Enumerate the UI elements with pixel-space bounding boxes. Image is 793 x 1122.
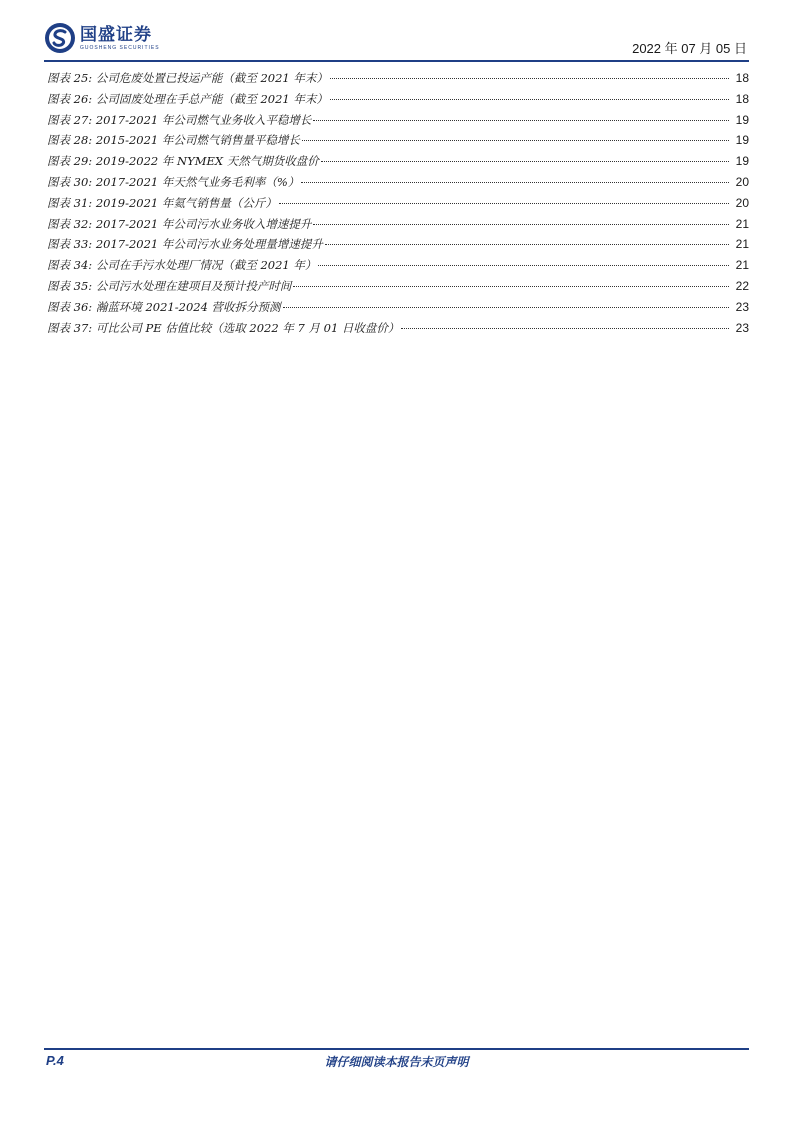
footer-disclaimer: 请仔细阅读本报告末页声明 [324, 1055, 469, 1069]
toc-entry-page[interactable]: 23 [735, 320, 749, 335]
toc-leader-dots [318, 265, 729, 266]
toc-entry[interactable] [47, 68, 749, 89]
toc-leader-dots [313, 224, 729, 225]
toc-entry-page[interactable]: 21 [735, 237, 749, 252]
toc-entry-page[interactable]: 23 [735, 299, 749, 314]
toc-entry[interactable] [47, 234, 749, 255]
report-date: 2022 年 07 月 05 日 [632, 41, 747, 56]
toc-entry-label[interactable]: 图表 28: 2015-2021 年公司燃气销售量平稳增长 [47, 133, 300, 148]
toc-entry-page[interactable]: 22 [735, 278, 749, 293]
toc-entry-label[interactable]: 图表 25: 公司危废处置已投运产能（截至 2021 年末） [47, 71, 328, 85]
toc-entry-page[interactable]: 19 [735, 112, 749, 127]
toc-entry-page[interactable]: 21 [735, 216, 749, 231]
toc-leader-dots [301, 182, 729, 183]
toc-entry-label[interactable]: 图表 29: 2019-2022 年 NYMEX 天然气期货收盘价 [47, 154, 319, 169]
toc-entry-page[interactable]: 19 [735, 133, 749, 148]
toc-entry-label[interactable]: 图表 37: 可比公司 PE 估值比较（选取 2022 年 7 月 01 日收盘价） [47, 320, 400, 335]
toc-entry-label[interactable]: 图表 31: 2019-2021 年氦气销售量（公斤） [47, 195, 277, 210]
toc-leader-dots [279, 203, 729, 204]
toc-entry[interactable] [47, 130, 749, 151]
toc-leader-dots [293, 286, 729, 287]
guosheng-logo-icon [44, 22, 76, 54]
logo-chinese-name: 国盛证券 [80, 24, 152, 45]
header-divider [44, 60, 749, 62]
toc-leader-dots [321, 161, 729, 162]
toc-entry[interactable] [47, 172, 749, 193]
page-header [44, 20, 749, 60]
logo-english-name: GUOSHENG SECURITIES [80, 44, 160, 51]
toc-entry-label[interactable]: 图表 30: 2017-2021 年天然气业务毛利率（%） [47, 174, 300, 189]
toc-entry-page[interactable]: 18 [735, 91, 749, 106]
toc-entry-page[interactable]: 20 [735, 195, 749, 210]
toc-entry[interactable] [47, 255, 749, 276]
toc-leader-dots [283, 307, 729, 308]
toc-entry-page[interactable]: 18 [735, 71, 749, 85]
toc-entry-page[interactable]: 19 [735, 154, 749, 169]
toc-entry[interactable] [47, 110, 749, 131]
toc-leader-dots [401, 328, 729, 329]
toc-entry-label[interactable]: 图表 27: 2017-2021 年公司燃气业务收入平稳增长 [47, 112, 312, 127]
toc-leader-dots [325, 244, 729, 245]
toc-entry[interactable] [47, 151, 749, 172]
toc-entry-page[interactable]: 20 [735, 174, 749, 189]
toc-entry-label[interactable]: 图表 26: 公司固废处理在手总产能（截至 2021 年末） [47, 91, 328, 106]
toc-entry[interactable] [47, 89, 749, 110]
page-number: P.4 [46, 1053, 64, 1068]
toc-entry[interactable] [47, 193, 749, 214]
toc-leader-dots [313, 120, 729, 121]
toc-leader-dots [330, 78, 729, 79]
footer-divider [44, 1048, 749, 1050]
toc-entry-label[interactable]: 图表 35: 公司污水处理在建项目及预计投产时间 [47, 278, 292, 293]
toc-entry[interactable] [47, 318, 749, 339]
toc-leader-dots [302, 140, 729, 141]
toc-entry[interactable] [47, 276, 749, 297]
figure-index-list [47, 68, 749, 338]
company-logo [44, 22, 160, 54]
toc-entry-label[interactable]: 图表 33: 2017-2021 年公司污水业务处理量增速提升 [47, 237, 323, 252]
toc-entry[interactable] [47, 297, 749, 318]
toc-leader-dots [330, 99, 729, 100]
toc-entry-page[interactable]: 21 [735, 258, 749, 273]
toc-entry-label[interactable]: 图表 36: 瀚蓝环境 2021-2024 营收拆分预测 [47, 299, 281, 314]
toc-entry[interactable] [47, 214, 749, 235]
toc-entry-label[interactable]: 图表 32: 2017-2021 年公司污水业务收入增速提升 [47, 216, 312, 231]
toc-entry-label[interactable]: 图表 34: 公司在手污水处理厂情况（截至 2021 年） [47, 258, 317, 273]
